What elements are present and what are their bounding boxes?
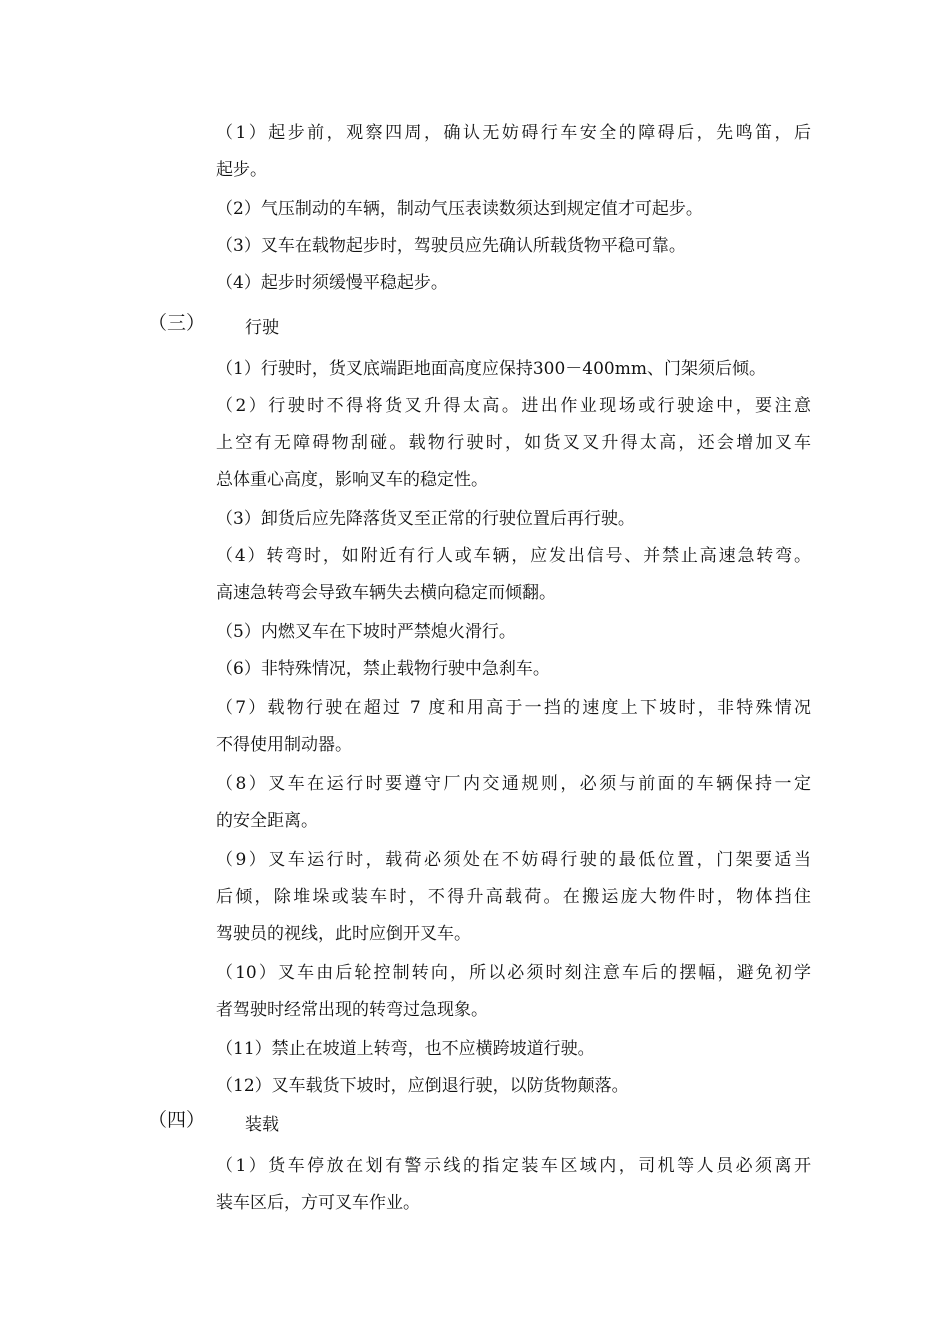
paragraph-line: （2）行驶时不得将货叉升得太高。进出作业现场或行驶途中，要注意 xyxy=(216,396,811,416)
section-3-number: （三） xyxy=(148,312,206,334)
paragraph-line: （1）货车停放在划有警示线的指定装车区域内，司机等人员必须离开 xyxy=(216,1156,811,1176)
paragraph-line: （12）叉车载货下坡时，应倒退行驶，以防货物颠落。 xyxy=(216,1076,629,1096)
paragraph-line: （10）叉车由后轮控制转向，所以必须时刻注意车后的摆幅，避免初学 xyxy=(216,963,811,983)
paragraph-line: （3）卸货后应先降落货叉至正常的行驶位置后再行驶。 xyxy=(216,509,635,529)
section-4-number: （四） xyxy=(148,1109,206,1131)
paragraph-line: 高速急转弯会导致车辆失去横向稳定而倾翻。 xyxy=(216,583,556,603)
paragraph-line: （1）起步前，观察四周，确认无妨碍行车安全的障碍后，先鸣笛，后 xyxy=(216,123,811,143)
paragraph-line: 上空有无障碍物刮碰。载物行驶时，如货叉叉升得太高，还会增加叉车 xyxy=(216,433,811,453)
paragraph-line: （4）转弯时，如附近有行人或车辆，应发出信号、并禁止高速急转弯。 xyxy=(216,546,811,566)
paragraph-line: 后倾，除堆垛或装车时，不得升高载荷。在搬运庞大物件时，物体挡住 xyxy=(216,887,811,907)
paragraph-line: 装车区后，方可叉车作业。 xyxy=(216,1193,420,1213)
paragraph-line: （3）叉车在载物起步时，驾驶员应先确认所载货物平稳可靠。 xyxy=(216,236,686,256)
paragraph-line: （9）叉车运行时，载荷必须处在不妨碍行驶的最低位置，门架要适当 xyxy=(216,850,811,870)
paragraph-line: （8）叉车在运行时要遵守厂内交通规则，必须与前面的车辆保持一定 xyxy=(216,774,811,794)
section-4-items xyxy=(216,1148,811,1222)
paragraph-line: （4）起步时须缓慢平稳起步。 xyxy=(216,273,448,293)
paragraph-line: 不得使用制动器。 xyxy=(216,735,352,755)
paragraph-line: 起步。 xyxy=(216,160,267,180)
paragraph-line: （2）气压制动的车辆，制动气压表读数须达到规定值才可起步。 xyxy=(216,199,703,219)
paragraph-line: （1）行驶时，货叉底端距地面高度应保持300－400mm、门架须后倾。 xyxy=(216,359,766,379)
paragraph-line: 驾驶员的视线，此时应倒开叉车。 xyxy=(216,924,471,944)
paragraph-line: （5）内燃叉车在下坡时严禁熄火滑行。 xyxy=(216,622,516,642)
paragraph-line: （7）载物行驶在超过 7 度和用高于一挡的速度上下坡时，非特殊情况 xyxy=(216,698,811,718)
paragraph-line: 总体重心高度，影响叉车的稳定性。 xyxy=(216,470,488,490)
section-3-items xyxy=(216,351,811,1105)
paragraph-line: （6）非特殊情况，禁止载物行驶中急刹车。 xyxy=(216,659,550,679)
section-3-title: 行驶 xyxy=(245,318,279,338)
paragraph-line: 者驾驶时经常出现的转弯过急现象。 xyxy=(216,1000,488,1020)
section-4-title: 装载 xyxy=(245,1115,279,1135)
section-2-items xyxy=(216,115,811,302)
paragraph-line: （11）禁止在坡道上转弯，也不应横跨坡道行驶。 xyxy=(216,1039,595,1059)
paragraph-line: 的安全距离。 xyxy=(216,811,318,831)
